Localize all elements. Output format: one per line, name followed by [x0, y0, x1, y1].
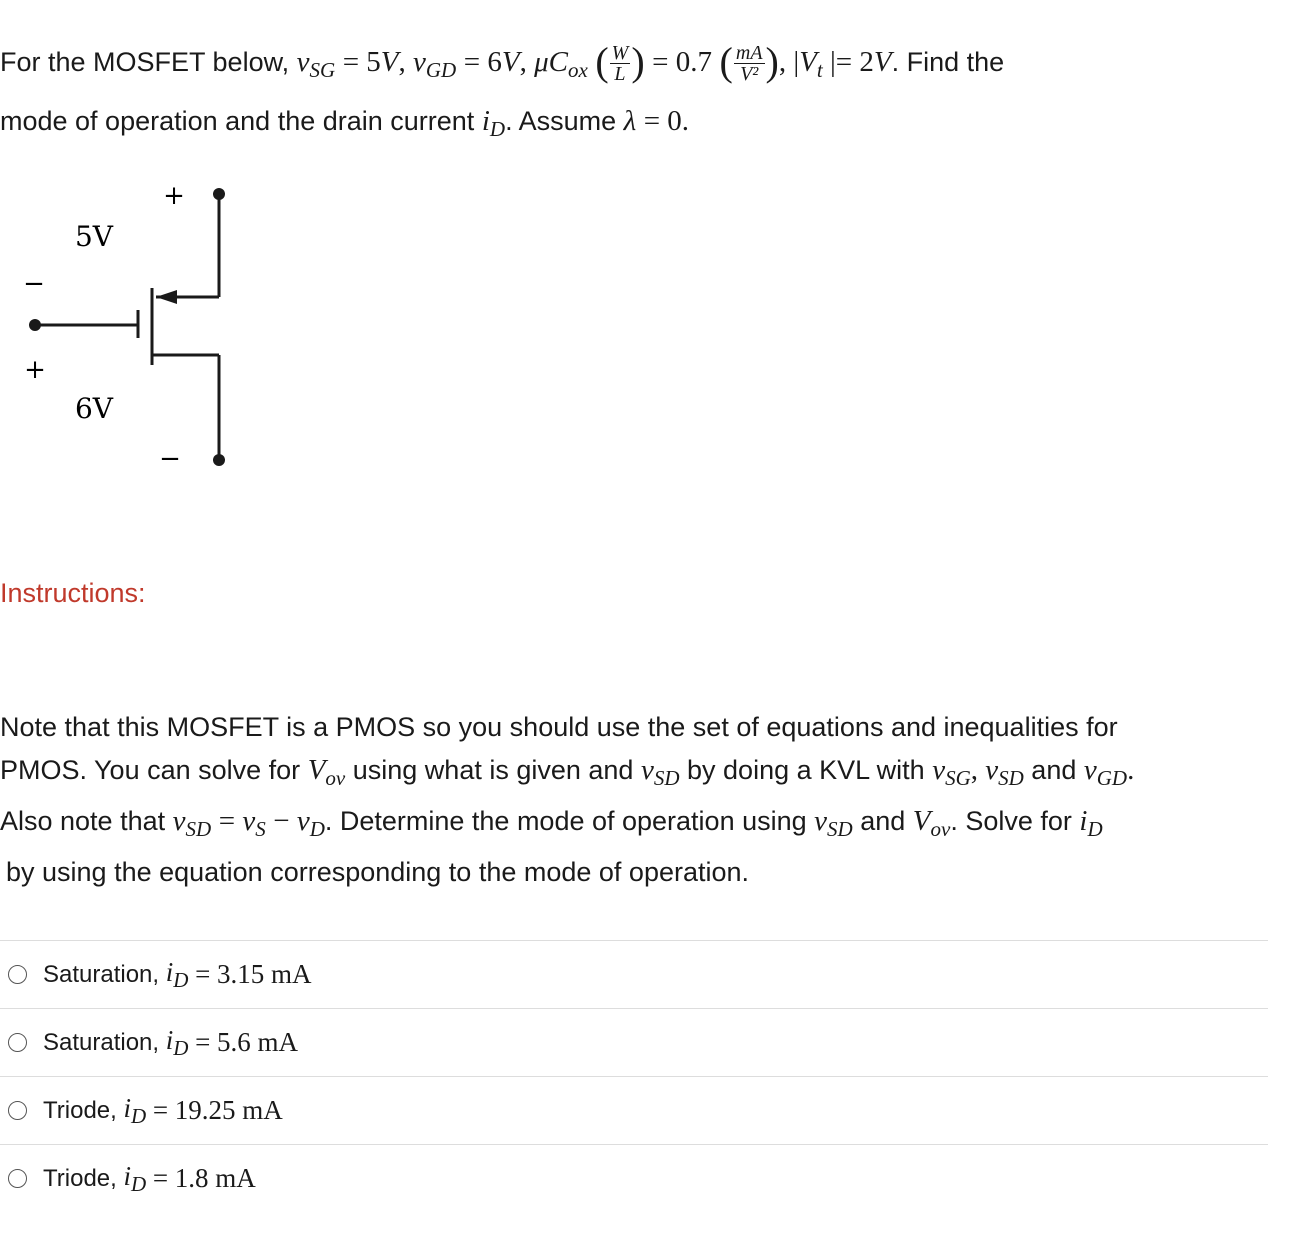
option-mode: Triode,	[43, 1096, 117, 1124]
vsg-label: 5V	[74, 220, 114, 253]
radio-button[interactable]	[8, 1033, 27, 1052]
instructions-label: Instructions:	[0, 578, 146, 608]
drain-terminal-dot	[213, 454, 225, 466]
option-value: 5.6 mA	[217, 1027, 299, 1057]
note-line-2: PMOS. You can solve for $V_{ov}$ using what is given and $v_{SD}$ by doing a KVL with $v_{SG}$, $v_{SD}$ and $v_{GD}$.	[0, 754, 1135, 790]
option-value: 1.8 mA	[174, 1163, 256, 1193]
answer-option[interactable]: Saturation, $i_D$ = 3.15 mA	[0, 940, 1268, 1008]
note-l3-a: Also note that	[0, 806, 166, 836]
note-l2-b: using what is given and	[352, 755, 634, 785]
question-assume: . Assume	[505, 106, 617, 136]
vgd-plus-sign: +	[24, 355, 46, 385]
vsg-plus-sign: +	[163, 181, 185, 211]
note-l2-a: PMOS. You can solve for	[0, 755, 301, 785]
gate-terminal-dot	[29, 319, 41, 331]
question-suffix: . Find the	[891, 47, 1005, 77]
note-l3-d: . Solve for	[950, 806, 1072, 836]
option-mode: Triode,	[43, 1164, 117, 1192]
answer-options	[0, 940, 1268, 1212]
note-l2-c: by doing a KVL with	[687, 755, 925, 785]
answer-option[interactable]: Saturation, $i_D$ = 5.6 mA	[0, 1008, 1268, 1076]
question-prefix: For the MOSFET below,	[0, 47, 290, 77]
note-line-4: by using the equation corresponding to the mode of operation.	[6, 857, 750, 887]
note-l3-b: . Determine the mode of operation using	[324, 806, 807, 836]
option-value: 3.15 mA	[217, 959, 312, 989]
note-line-3: Also note that $v_{SD} = v_S - v_D$. Determine the mode of operation using $v_{SD}$ and $V_{ov}$. Solve for $i_D$	[0, 805, 1103, 841]
note-line-1: Note that this MOSFET is a PMOS so you should use the set of equations and inequalities for	[0, 712, 1118, 742]
option-mode: Saturation,	[43, 1028, 160, 1056]
answer-option[interactable]: Triode, $i_D$ = 1.8 mA	[0, 1144, 1268, 1212]
vgd-minus-sign: −	[159, 444, 181, 474]
radio-button[interactable]	[8, 1101, 27, 1120]
question-line2-text: mode of operation and the drain current	[0, 106, 475, 136]
radio-button[interactable]	[8, 965, 27, 984]
vgd-label: 6V	[74, 392, 114, 425]
question-line-2: mode of operation and the drain current $i_D$. Assume λ = 0.	[0, 105, 690, 141]
instructions-note	[0, 706, 1280, 894]
lambda-value: = 0.	[643, 105, 690, 137]
pmos-circuit-diagram	[0, 170, 260, 480]
vsg-minus-sign: −	[23, 269, 45, 299]
question-line-1: For the MOSFET below, $v_{SG} = 5V$, $v_{GD} = 6V$, $\mu C_{ox}$ ( $\frac{W}{L}$ ) = 0.7 ( $\frac{mA}{\text{V²}}$ ), $|V_t$ |= 2V. Find the	[0, 39, 1005, 86]
option-mode: Saturation,	[43, 960, 160, 988]
radio-button[interactable]	[8, 1169, 27, 1188]
pmos-arrow-icon	[156, 290, 177, 304]
answer-option[interactable]: Triode, $i_D$ = 19.25 mA	[0, 1076, 1268, 1144]
note-l3-c: and	[860, 806, 906, 836]
option-value: 19.25 mA	[174, 1095, 283, 1125]
source-terminal-dot	[213, 188, 225, 200]
note-l2-d: and	[1031, 755, 1077, 785]
